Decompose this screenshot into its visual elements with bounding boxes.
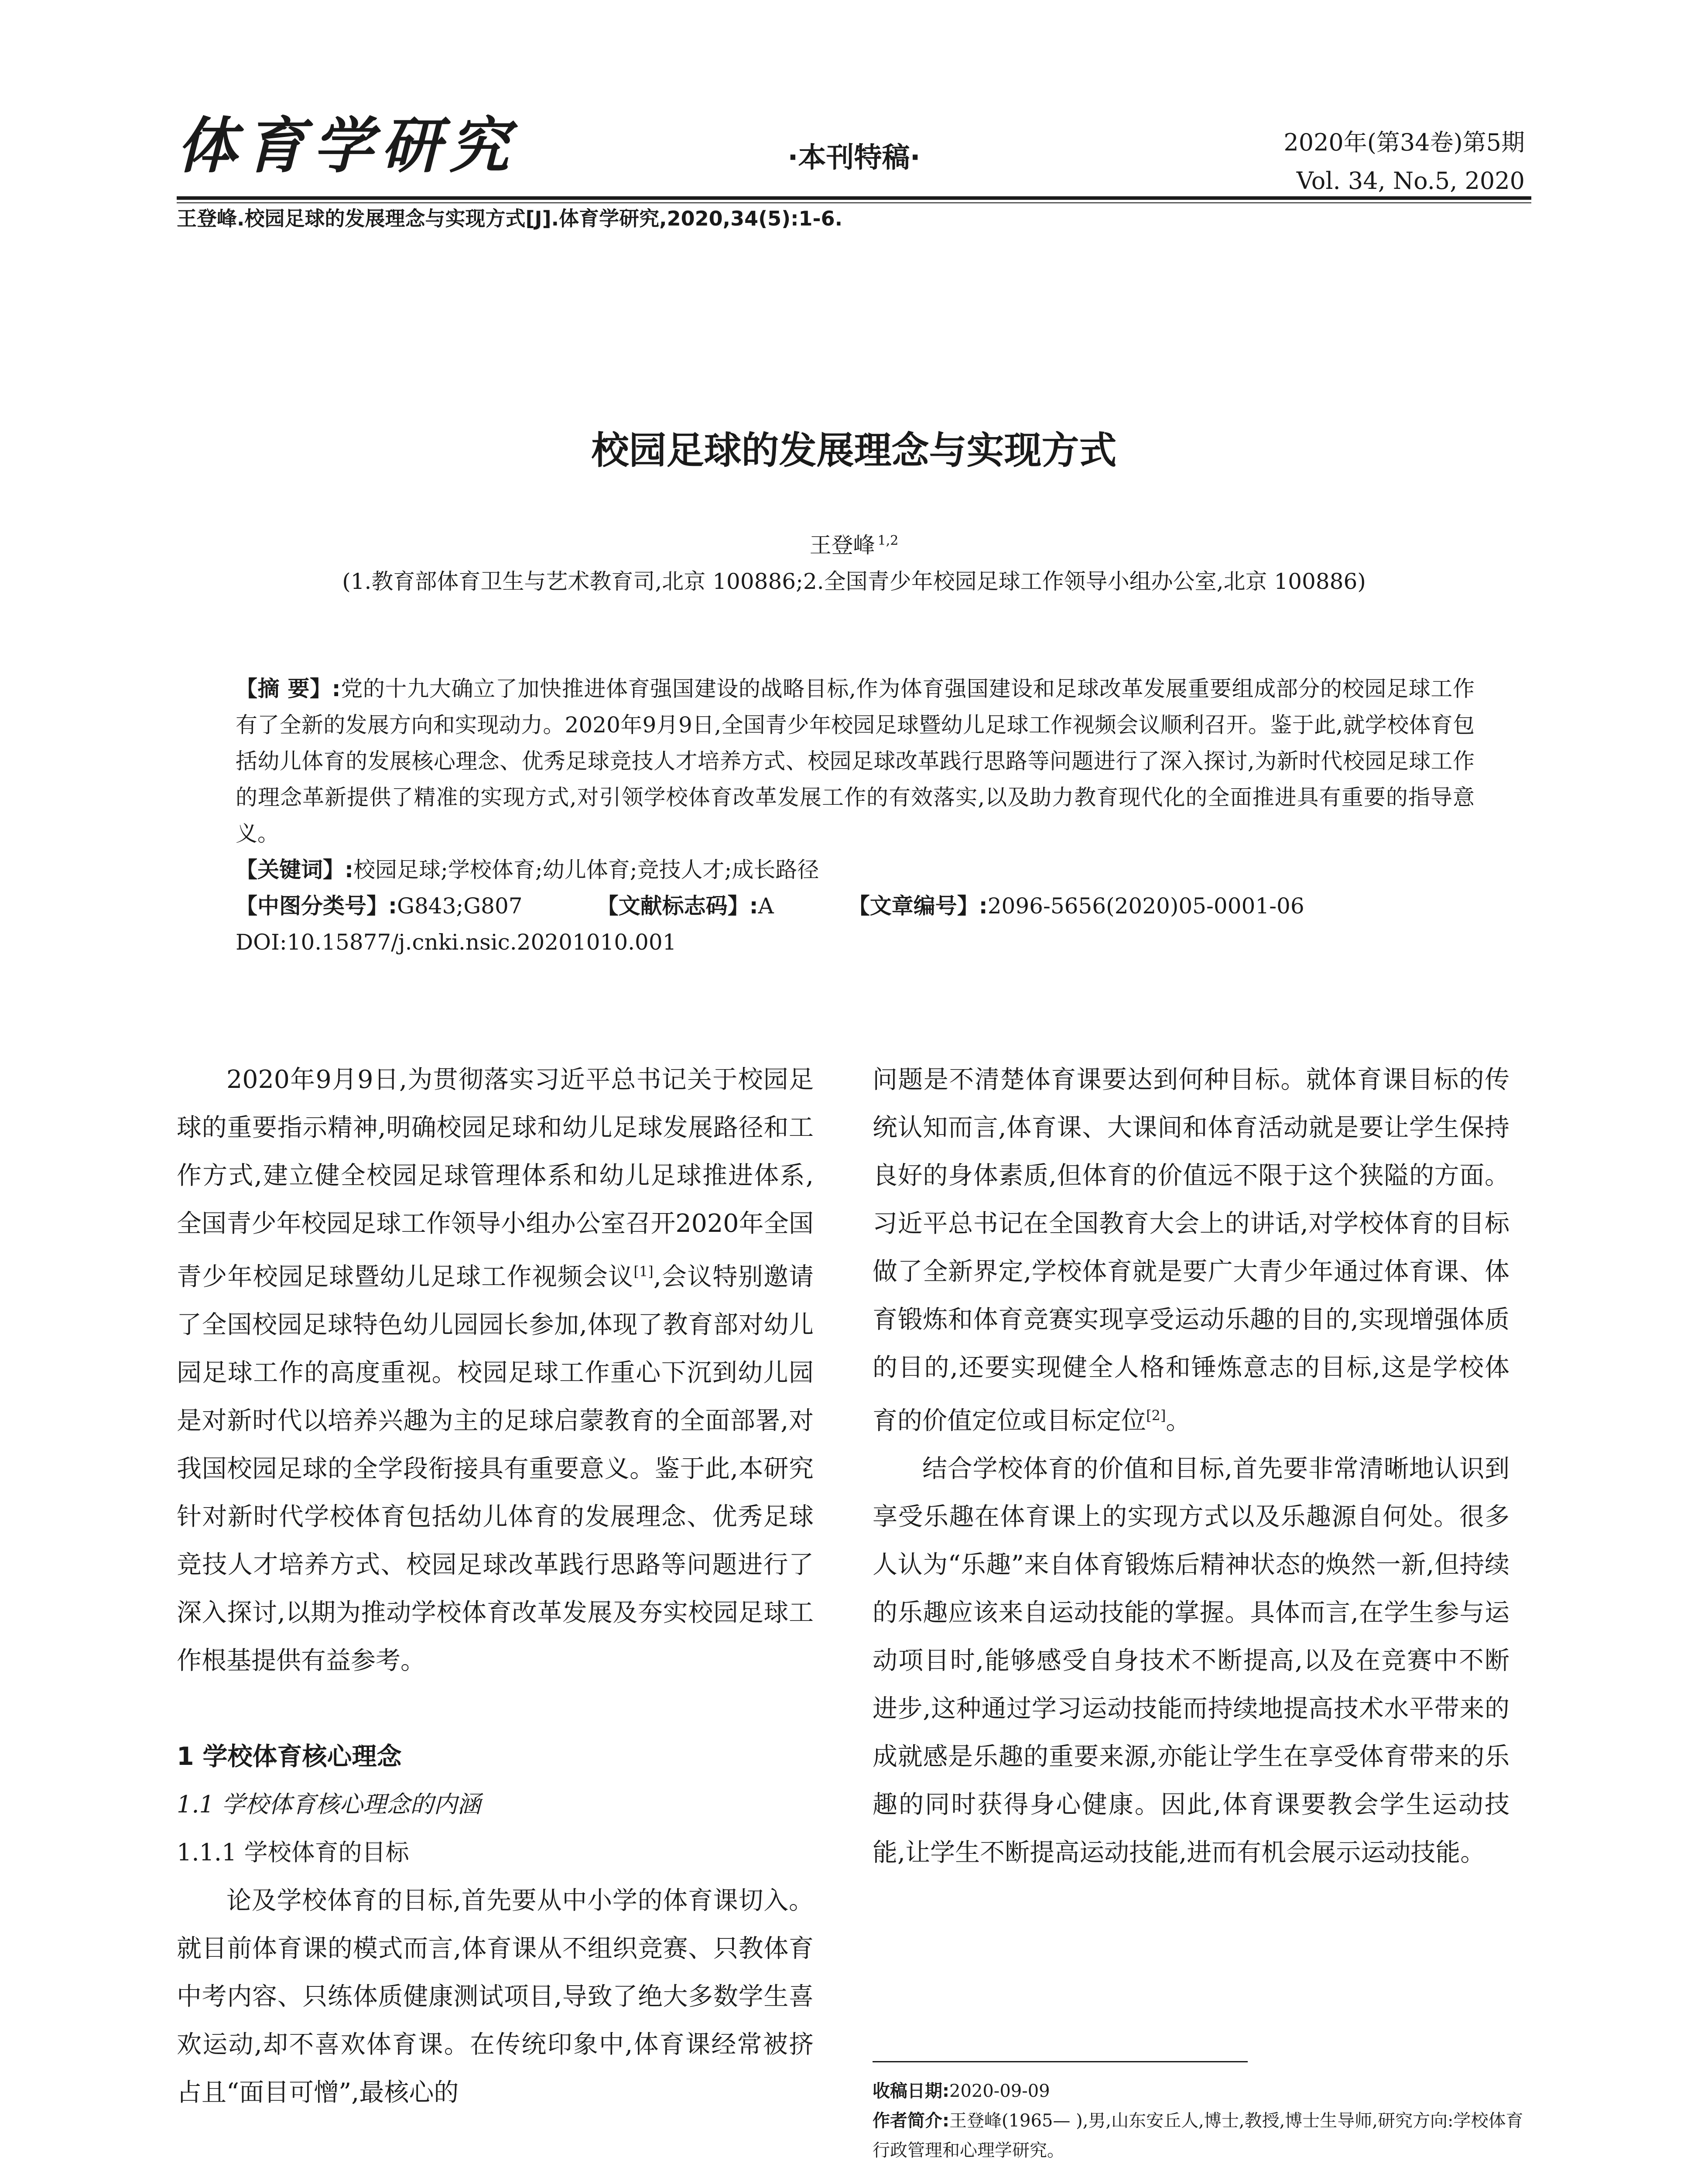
intro-text-part1: 2020年9月9日,为贯彻落实习近平总书记关于校园足球的重要指示精神,明确校园足球和幼儿足球发展路径和工作方式,建立健全校园足球管理体系和幼儿足球推进体系,全国青少年校园足球工作领导小组办公室召开2020年全国青少年校园足球暨幼儿足球工作视频会议 — [177, 1065, 814, 1291]
bio-text: 王登峰(1965— ),男,山东安丘人,博士,教授,博士生导师,研究方向:学校体育行政管理和心理学研究。 — [873, 2111, 1523, 2160]
doc-code-label: 【文献标志码】: — [596, 893, 758, 919]
received-date — [873, 2076, 1531, 2106]
section-tag: ·本刊特稿· — [787, 142, 921, 174]
section-heading-1: 1 学校体育核心理念 — [177, 1742, 402, 1771]
clc-value: G843;G807 — [397, 893, 523, 919]
body-paragraph-1-continued — [873, 1056, 1509, 1445]
citation-line: 王登峰.校园足球的发展理念与实现方式[J].体育学研究,2020,34(5):1-6. — [177, 207, 843, 230]
keywords — [236, 852, 1475, 888]
subsection-heading-1-1: 1.1 学校体育核心理念的内涵 — [177, 1791, 481, 1818]
journal-logo: 体育学研究 — [177, 110, 517, 181]
doi-link[interactable]: 10.15877/j.cnki.nsic.20201010.001 — [287, 930, 677, 955]
clc-label: 【中图分类号】: — [236, 893, 397, 919]
keywords-label: 【关键词】: — [236, 857, 353, 882]
keywords-text: 校园足球;学校体育;幼儿体育;竞技人才;成长路径 — [353, 857, 819, 882]
intro-paragraph — [177, 1056, 814, 1685]
footnote — [873, 2076, 1531, 2165]
received-value: 2020-09-09 — [949, 2081, 1050, 2101]
received-label: 收稿日期: — [873, 2081, 949, 2101]
footnote-rule — [873, 2061, 1248, 2062]
author-bio — [873, 2106, 1531, 2165]
intro-text-part2: ,会议特别邀请了全国校园足球特色幼儿园园长参加,体现了教育部对幼儿园足球工作的高度重视。校园足球工作重心下沉到幼儿园是对新时代以培养兴趣为主的足球启蒙教育的全面部署,对我国校园足球的全学段衔接具有重要意义。鉴于此,本研究针对新时代学校体育包括幼儿体育的发展理念、优秀足球竞技人才培养方式、校园足球改革践行思路等问题进行了深入探讨,以期为推动学校体育改革发展及夯实校园足球工作根基提供有益参考。 — [177, 1262, 814, 1675]
doi-line — [236, 924, 1475, 961]
author-line — [0, 534, 1708, 556]
article-no-label: 【文章编号】: — [848, 893, 988, 919]
classification-line — [236, 888, 1475, 924]
author-affiliation-mark: 1,2 — [877, 533, 899, 549]
affiliation: (1.教育部体育卫生与艺术教育司,北京 100886;2.全国青少年校园足球工作领导小组办公室,北京 100886) — [342, 569, 1366, 594]
reference-1[interactable]: [1] — [633, 1263, 654, 1280]
article-title: 校园足球的发展理念与实现方式 — [591, 429, 1117, 472]
author-name: 王登峰 — [809, 533, 875, 558]
abstract-block — [236, 671, 1475, 961]
paragraph-continued-text: 问题是不清楚体育课要达到何种目标。就体育课目标的传统认知而言,体育课、大课间和体育活动就是要让学生保持良好的身体素质,但体育的价值远不限于这个狭隘的方面。习近平总书记在全国教育大会上的讲话,对学校体育的目标做了全新界定,学校体育就是要广大青少年通过体育课、体育锻炼和体育竞赛实现享受运动乐趣的目的,实现增强体质的目的,还要实现健全人格和锤炼意志的目标,这是学校体育的价值定位或目标定位 — [873, 1065, 1509, 1435]
issue-info-cn: 2020年(第34卷)第5期 — [1284, 129, 1525, 156]
abstract-text: 党的十九大确立了加快推进体育强国建设的战略目标,作为体育强国建设和足球改革发展重要组成部分的校园足球工作有了全新的发展方向和实现动力。2020年9月9日,全国青少年校园足球暨幼儿足球工作视频会议顺利召开。鉴于此,就学校体育包括幼儿体育的发展核心理念、优秀足球竞技人才培养方式、校园足球改革践行思路等问题进行了深入探讨,为新时代校园足球工作的理念革新提供了精准的实现方式,对引领学校体育改革发展工作的有效落实,以及助力教育现代化的全面推进具有重要的指导意义。 — [236, 676, 1475, 846]
bio-label: 作者简介: — [873, 2111, 949, 2131]
subsubsection-heading-1-1-1: 1.1.1 学校体育的目标 — [177, 1839, 409, 1866]
reference-2[interactable]: [2] — [1146, 1407, 1166, 1424]
doc-code-value: A — [758, 893, 774, 919]
abstract — [236, 671, 1475, 852]
article-no-value: 2096-5656(2020)05-0001-06 — [987, 893, 1304, 919]
paragraph-continued-end: 。 — [1166, 1406, 1191, 1435]
body-column-right — [873, 1056, 1509, 1877]
abstract-label: 【摘 要】: — [236, 676, 341, 701]
body-column-left — [177, 1056, 814, 2116]
issue-info-en: Vol. 34, No.5, 2020 — [1296, 167, 1525, 195]
header-rule-thin — [177, 202, 1531, 203]
body-paragraph-2: 结合学校体育的价值和目标,首先要非常清晰地认识到享受乐趣在体育课上的实现方式以及乐趣源自何处。很多人认为“乐趣”来自体育锻炼后精神状态的焕然一新,但持续的乐趣应该来自运动技能的掌握。具体而言,在学生参与运动项目时,能够感受自身技术不断提高,以及在竞赛中不断进步,这种通过学习运动技能而持续地提高技术水平带来的成就感是乐趣的重要来源,亦能让学生在享受体育带来的乐趣的同时获得身心健康。因此,体育课要教会学生运动技能,让学生不断提高运动技能,进而有机会展示运动技能。 — [873, 1454, 1509, 1867]
body-paragraph-1: 论及学校体育的目标,首先要从中小学的体育课切入。就目前体育课的模式而言,体育课从不组织竞赛、只教体育中考内容、只练体质健康测试项目,导致了绝大多数学生喜欢运动,却不喜欢体育课。在传统印象中,体育课经常被挤占且“面目可憎”,最核心的 — [177, 1886, 814, 2107]
header-rule — [177, 196, 1531, 200]
doi-label: DOI: — [236, 930, 287, 955]
